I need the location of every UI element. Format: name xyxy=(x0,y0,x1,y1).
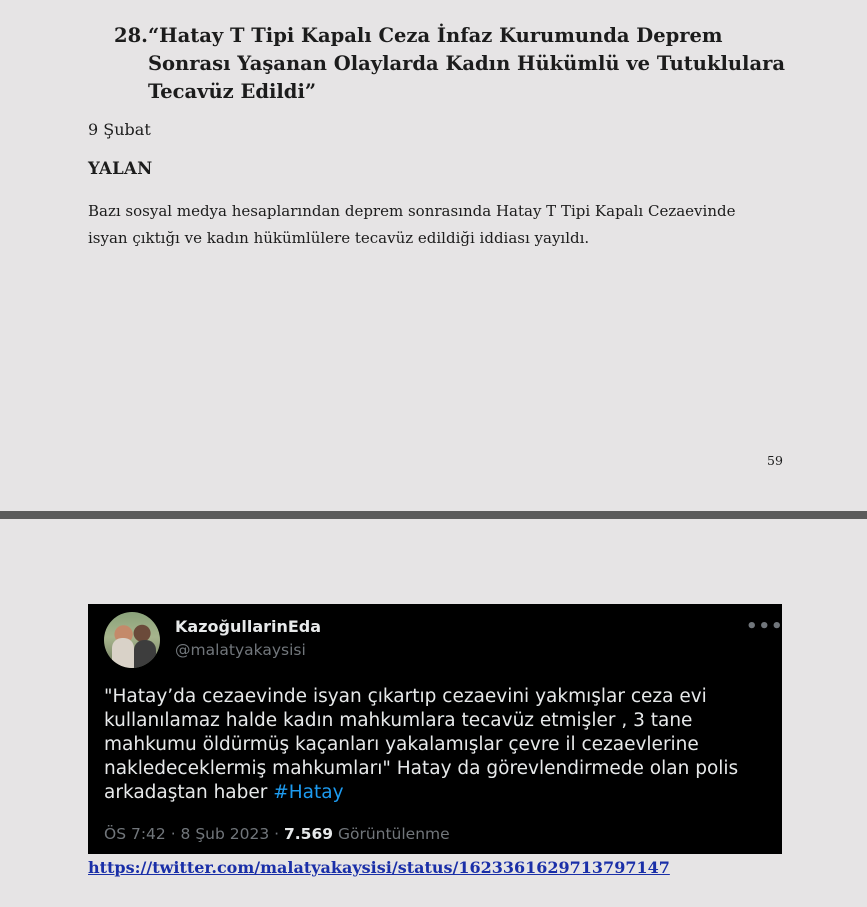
tweet-text xyxy=(104,685,754,805)
page-divider xyxy=(0,511,867,519)
tweet-handle[interactable]: @malatyakaysisi xyxy=(175,641,306,659)
tweet-timestamp[interactable]: ÖS 7:42 · 8 Şub 2023 · xyxy=(104,825,284,843)
heading-number: 28. xyxy=(114,24,148,47)
tweet-meta xyxy=(104,825,450,843)
avatar-person-left xyxy=(112,638,134,668)
tweet-views-label: Görüntülenme xyxy=(333,825,450,843)
source-link[interactable]: https://twitter.com/malatyakaysisi/status/1623361629713797147 xyxy=(88,858,670,877)
claim-date: 9 Şubat xyxy=(88,120,151,139)
tweet-embed xyxy=(88,604,782,854)
page-number: 59 xyxy=(767,453,783,468)
tweet-hashtag[interactable]: #Hatay xyxy=(273,782,344,803)
tweet-views-count: 7.569 xyxy=(284,825,334,843)
heading-title: “Hatay T Tipi Kapalı Ceza İnfaz Kurumunda Deprem Sonrası Yaşanan Olaylarda Kadın Hükümlü ve Tutuklulara Tecavüz Edildi” xyxy=(147,24,786,103)
verdict-label: YALAN xyxy=(88,159,153,178)
section-heading xyxy=(114,22,804,106)
tweet-display-name[interactable]: KazoğullarinEda xyxy=(175,617,322,636)
more-horizontal-icon[interactable]: ••• xyxy=(746,616,784,637)
tweet-text-body: "Hatay’da cezaevinde isyan çıkartıp cezaevini yakmışlar ceza evi kullanılamaz halde kadın mahkumlara tecavüz etmişler , 3 tane mahkumu öldürmüş kaçanları yakalamışlar çevre il cezaevlerine nakledeceklermiş mahkumları" Hatay da görevlendirmede olan polis arkadaştan haber xyxy=(104,686,739,803)
claim-description: Bazı sosyal medya hesaplarından deprem sonrasında Hatay T Tipi Kapalı Cezaevinde isyan çıktığı ve kadın hükümlülere tecavüz edildiği iddiası yayıldı. xyxy=(88,202,736,247)
avatar-person-right xyxy=(134,640,156,668)
avatar[interactable] xyxy=(104,612,160,668)
